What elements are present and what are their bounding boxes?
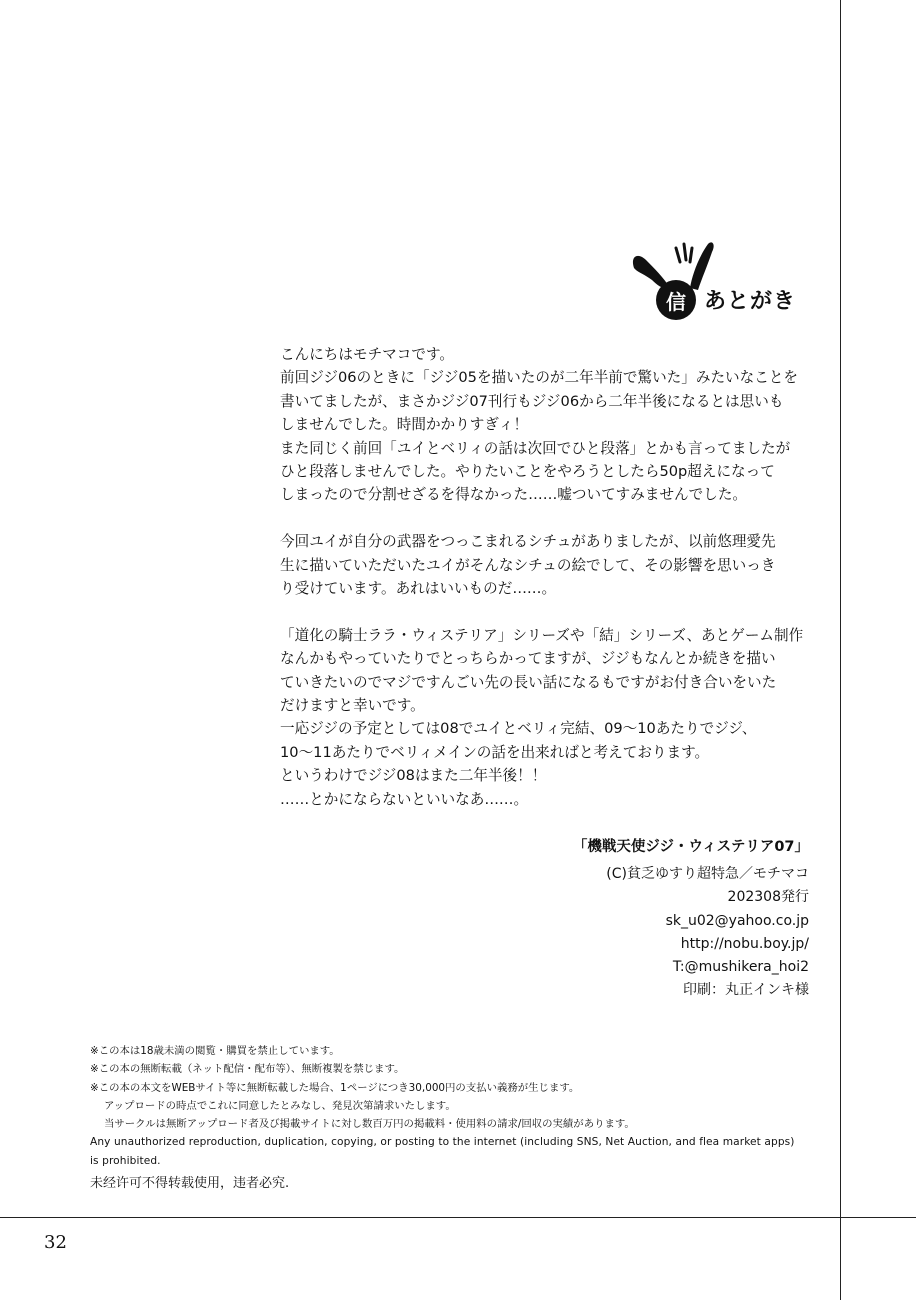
afterword-title: あとがき [704,289,797,314]
text-line: しませんでした。時間かかりすぎィ！ [280,416,529,434]
notice-chinese-line: 未经许可不得转载使用，违者必究. [90,1176,290,1192]
notice-english-line: Any unauthorized reproduction, duplication, copying, or posting to the internet (including SNS, Net Auction, and flea market apps) [90,1136,795,1149]
text-line: 書いてましたが、まさかジジ07刊行もジジ06から二年半後になるとは思いも [280,392,784,410]
notice-english-line: is prohibited. [90,1154,161,1167]
notice-line: 当サークルは無断アップロード者及び掲載サイトに対し数百万円の掲載料・使用料の請求/回収の実績があります。 [104,1118,635,1131]
text-line: なんかもやっていたりでとっちらかってますが、ジジもなんとか続きを描い [280,650,776,668]
text-line: ていきたいのでマジですんごい先の長い話になるもですがお付き合いをいた [280,673,777,691]
page-frame-vertical-line [840,0,841,1300]
page-number: 32 [44,1232,67,1253]
text-line: 「道化の騎士ララ・ウィステリア」シリーズや「結」シリーズ、あとゲーム制作 [280,626,804,644]
page-frame-horizontal-line [0,1217,916,1218]
text-line: 生に描いていただいたユイがそんなシチュの絵でして、その影響を思いっき [280,556,776,574]
logo-letter: 信 [666,290,686,314]
notice-line: ※この本の無断転載（ネット配信・配布等）、無断複製を禁じます。 [90,1063,405,1076]
text-line: というわけでジジ08はまた二年半後！！ [280,767,547,785]
text-line: 今回ユイが自分の武器をつっこまれるシチュがありましたが、以前悠理愛先 [280,533,776,551]
notice-line: アップロードの時点でこれに同意したとみなし、発見次第請求いたします。 [104,1099,456,1112]
copyright-line: (C)貧乏ゆすり超特急／モチマコ [606,866,809,883]
text-line: だけますと幸いです。 [280,697,425,715]
text-line: 前回ジジ06のときに「ジジ05を描いたのが二年半前で驚いた」みたいなことを [280,369,799,387]
text-line: ひと段落しませんでした。やりたいことをやろうとしたら50p超えになって [280,463,775,481]
text-line: 一応ジジの予定としては08でユイとベリィ完結、09〜10あたりでジジ、 [280,720,757,738]
text-line: こんにちはモチマコです。 [280,346,454,363]
notice-line: ※この本は18歳未満の閲覧・購買を禁止しています。 [90,1045,340,1057]
afterword-paragraph [280,624,832,811]
website-url: http://nobu.boy.jp/ [680,935,809,952]
text-line: しまったので分割せざるを得なかった……嘘ついてすみませんでした。 [280,486,748,504]
printer-credit: 印刷：丸正インキ様 [683,982,809,999]
afterword-body [280,343,832,834]
notice-line: ※この本の本文をWEBサイト等に無断転載した場合、1ページにつき30,000円の支払い義務が生じます。 [90,1081,580,1094]
colophon [573,836,809,1002]
afterword-paragraph [280,343,832,507]
afterword-paragraph [280,530,832,600]
publish-date: 202308発行 [727,889,809,906]
text-line: ……とかにならないといいなあ……。 [280,790,529,808]
legal-notice [90,1042,840,1194]
text-line: 10〜11あたりでベリィメインの話を出来ればと考えております。 [280,743,710,761]
text-line: また同じく前回「ユイとベリィの話は次回でひと段落」とかも言ってましたが [280,439,791,457]
text-line: り受けています。あれはいいものだ……。 [280,580,557,598]
book-title: 「機戦天使ジジ・ウィステリア07」 [572,839,809,855]
contact-email: sk_u02@yahoo.co.jp [665,912,809,929]
twitter-handle: T:@mushikera_hoi2 [672,959,809,976]
afterword-heading [628,238,848,323]
